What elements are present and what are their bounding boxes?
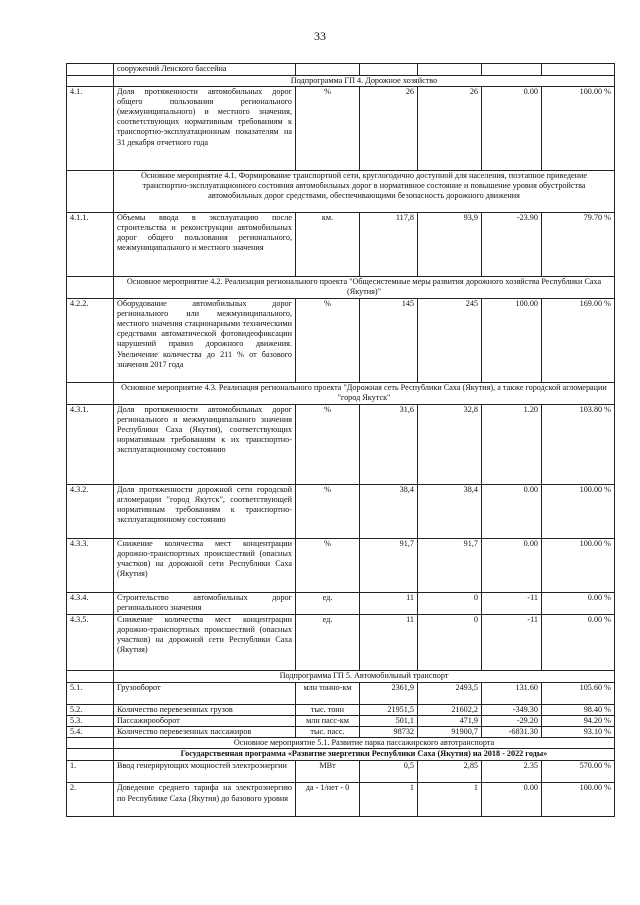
table-row (67, 64, 615, 76)
unit-cell: % (296, 485, 360, 539)
empty-cell (67, 383, 114, 405)
deviation-value: -349.30 (482, 705, 542, 716)
table-row (67, 716, 615, 727)
deviation-value: -6831.30 (482, 727, 542, 738)
table-row (67, 727, 615, 738)
section-header: Основное мероприятие 4.1. Формирование транспортной сети, круглогодично доступной для населения, поэтапное приведение транспортно-эксплуатационного состояния автомобильных дорог в нормативное состояние и повышение уровня обустройства автомобильных дорог средствами, обеспечивающими безопасность дорожного движения (114, 171, 615, 213)
row-number: 4.1.1. (67, 213, 114, 277)
table-row (67, 683, 615, 705)
indicator-name: Доведение среднего тарифа на электроэнергию по Республике Саха (Якутия) до базового уровня (114, 783, 296, 817)
percent-value: 100.00 % (542, 783, 615, 817)
fact-value (418, 64, 482, 76)
row-number: 2. (67, 783, 114, 817)
plan-value: 501,1 (360, 716, 418, 727)
unit-cell: ед. (296, 615, 360, 671)
table-row (67, 213, 615, 277)
deviation-value: -11 (482, 615, 542, 671)
row-number: 1. (67, 761, 114, 783)
row-number: 5.4. (67, 727, 114, 738)
unit-cell (296, 64, 360, 76)
unit-cell: % (296, 299, 360, 383)
section-header-row (67, 738, 615, 749)
table-row (67, 615, 615, 671)
fact-value: 38,4 (418, 485, 482, 539)
unit-cell: % (296, 539, 360, 593)
empty-cell (67, 277, 114, 299)
indicator-name: Снижение количества мест концентрации дорожно-транспортных происшествий (опасных участков) на дорожной сети Республики Саха (Якутия) (114, 615, 296, 671)
plan-value: 31,6 (360, 405, 418, 485)
indicators-table (66, 63, 615, 817)
percent-value: 103.80 % (542, 405, 615, 485)
table-row (67, 593, 615, 615)
plan-value: 11 (360, 615, 418, 671)
deviation-value: 0.00 (482, 485, 542, 539)
unit-cell: МВт (296, 761, 360, 783)
row-number: 4.3.1. (67, 405, 114, 485)
percent-value: 93.10 % (542, 727, 615, 738)
page-number: 33 (314, 29, 326, 43)
unit-cell: тыс. пасс. (296, 727, 360, 738)
row-number: 4.3.4. (67, 593, 114, 615)
percent-value: 100.00 % (542, 87, 615, 171)
indicator-name: Доля протяженности дорожной сети городской агломерации "город Якутск", соответствующей нормативным требованиям к транспортно-эксплуатационному состоянию (114, 485, 296, 539)
percent-value: 169.00 % (542, 299, 615, 383)
unit-cell: км. (296, 213, 360, 277)
indicator-name: Оборудование автомобильных дорог регионального или межмуниципального, местного значения стационарными техническими средствами автоматической фотовидеофиксации нарушений правил дорожного движения. Увеличение количества до 211 % от базового значения 2017 года (114, 299, 296, 383)
indicator-name: Грузооборот (114, 683, 296, 705)
plan-value: 117,8 (360, 213, 418, 277)
fact-value: 471,9 (418, 716, 482, 727)
plan-value: 38,4 (360, 485, 418, 539)
percent-value: 94.20 % (542, 716, 615, 727)
fact-value: 2,85 (418, 761, 482, 783)
plan-value: 21951,5 (360, 705, 418, 716)
unit-cell: тыс. тонн (296, 705, 360, 716)
plan-value: 91,7 (360, 539, 418, 593)
percent-value: 100.00 % (542, 539, 615, 593)
percent-value: 100.00 % (542, 485, 615, 539)
plan-value: 1 (360, 783, 418, 817)
section-header: Подпрограмма ГП 5. Автомобильный транспорт (114, 671, 615, 683)
indicator-name: Ввод генерирующих мощностей электроэнергии (114, 761, 296, 783)
plan-value (360, 64, 418, 76)
deviation-value: -29.20 (482, 716, 542, 727)
unit-cell: % (296, 87, 360, 171)
deviation-value: 0.00 (482, 539, 542, 593)
row-number: 4.1. (67, 87, 114, 171)
deviation-value (482, 64, 542, 76)
section-header: Основное мероприятие 4.2. Реализация регионального проекта "Общесистемные меры развития дорожного хозяйства Республики Саха (Якутия)" (114, 277, 615, 299)
empty-cell (67, 671, 114, 683)
plan-value: 2361,9 (360, 683, 418, 705)
plan-value: 26 (360, 87, 418, 171)
empty-cell (67, 749, 114, 761)
fact-value: 1 (418, 783, 482, 817)
deviation-value: 100.00 (482, 299, 542, 383)
deviation-value: 2.35 (482, 761, 542, 783)
fact-value: 91900,7 (418, 727, 482, 738)
fact-value: 0 (418, 615, 482, 671)
fact-value: 91,7 (418, 539, 482, 593)
fact-value: 93,9 (418, 213, 482, 277)
fact-value: 21602,2 (418, 705, 482, 716)
indicator-name: Объемы ввода в эксплуатацию после строительства и реконструкции автомобильных дорог общего пользования регионального, межмуниципального и местного значения (114, 213, 296, 277)
fact-value: 245 (418, 299, 482, 383)
empty-cell (67, 171, 114, 213)
indicator-name: сооружений Ленского бассейна (114, 64, 296, 76)
indicator-name: Количество перевезенных пассажиров (114, 727, 296, 738)
section-header: Основное мероприятие 5.1. Развитие парка пассажирского автотранспорта (114, 738, 615, 749)
percent-value: 570.00 % (542, 761, 615, 783)
indicator-name: Доля протяженности автомобильных дорог регионального и межмуниципального значения Республики Саха (Якутия), соответствующих нормативным требованиям к их транспортно-эксплуатационному состоянию (114, 405, 296, 485)
row-number: 5.1. (67, 683, 114, 705)
percent-value: 0.00 % (542, 615, 615, 671)
deviation-value: 0.00 (482, 783, 542, 817)
table-row (67, 405, 615, 485)
row-number: 4.3.2. (67, 485, 114, 539)
fact-value: 2493,5 (418, 683, 482, 705)
table-row (67, 761, 615, 783)
deviation-value: -23.90 (482, 213, 542, 277)
section-header: Подпрограмма ГП 4. Дорожное хозяйство (114, 76, 615, 87)
percent-value: 98.40 % (542, 705, 615, 716)
fact-value: 26 (418, 87, 482, 171)
plan-value: 0,5 (360, 761, 418, 783)
row-number: 4.3.5. (67, 615, 114, 671)
section-header-row (67, 383, 615, 405)
percent-value: 0.00 % (542, 593, 615, 615)
unit-cell: млн тонно-км (296, 683, 360, 705)
table-row (67, 299, 615, 383)
deviation-value: -11 (482, 593, 542, 615)
plan-value: 98732 (360, 727, 418, 738)
percent-value (542, 64, 615, 76)
table-row (67, 485, 615, 539)
percent-value: 79.70 % (542, 213, 615, 277)
row-number: 4.3.3. (67, 539, 114, 593)
section-header-row (67, 171, 615, 213)
plan-value: 145 (360, 299, 418, 383)
row-number (67, 64, 114, 76)
table-row (67, 87, 615, 171)
deviation-value: 0.00 (482, 87, 542, 171)
indicator-name: Строительство автомобильных дорог регионального значения (114, 593, 296, 615)
fact-value: 32,8 (418, 405, 482, 485)
section-header-row (67, 277, 615, 299)
empty-cell (67, 738, 114, 749)
row-number: 5.3. (67, 716, 114, 727)
table-row (67, 539, 615, 593)
deviation-value: 131.60 (482, 683, 542, 705)
empty-cell (67, 76, 114, 87)
table-row (67, 783, 615, 817)
row-number: 5.2. (67, 705, 114, 716)
unit-cell: да - 1/нет - 0 (296, 783, 360, 817)
fact-value: 0 (418, 593, 482, 615)
section-header-row (67, 76, 615, 87)
percent-value: 105.60 % (542, 683, 615, 705)
program-title-row (67, 749, 615, 761)
indicator-name: Снижение количества мест концентрации дорожно-транспортных происшествий (опасных участков) на дорожной сети Республики Саха (Якутия) (114, 539, 296, 593)
unit-cell: млн пасс-км (296, 716, 360, 727)
program-title: Государственная программа «Развитие энергетики Республики Саха (Якутия) на 2018 - 2022 годы» (114, 749, 615, 761)
indicator-name: Пассажирооборот (114, 716, 296, 727)
unit-cell: % (296, 405, 360, 485)
table-row (67, 705, 615, 716)
section-header-row (67, 671, 615, 683)
indicator-name: Доля протяженности автомобильных дорог общего пользования регионального (межмуниципального) и местного значения, соответствующих нормативным требованиям к транспортно-эксплуатационным показателям на 31 декабря отчетного года (114, 87, 296, 171)
row-number: 4.2.2. (67, 299, 114, 383)
unit-cell: ед. (296, 593, 360, 615)
deviation-value: 1.20 (482, 405, 542, 485)
plan-value: 11 (360, 593, 418, 615)
indicator-name: Количество перевезенных грузов (114, 705, 296, 716)
section-header: Основное мероприятие 4.3. Реализация регионального проекта "Дорожная сеть Республики Саха (Якутия), а также городской агломерации "город Якутск" (114, 383, 615, 405)
